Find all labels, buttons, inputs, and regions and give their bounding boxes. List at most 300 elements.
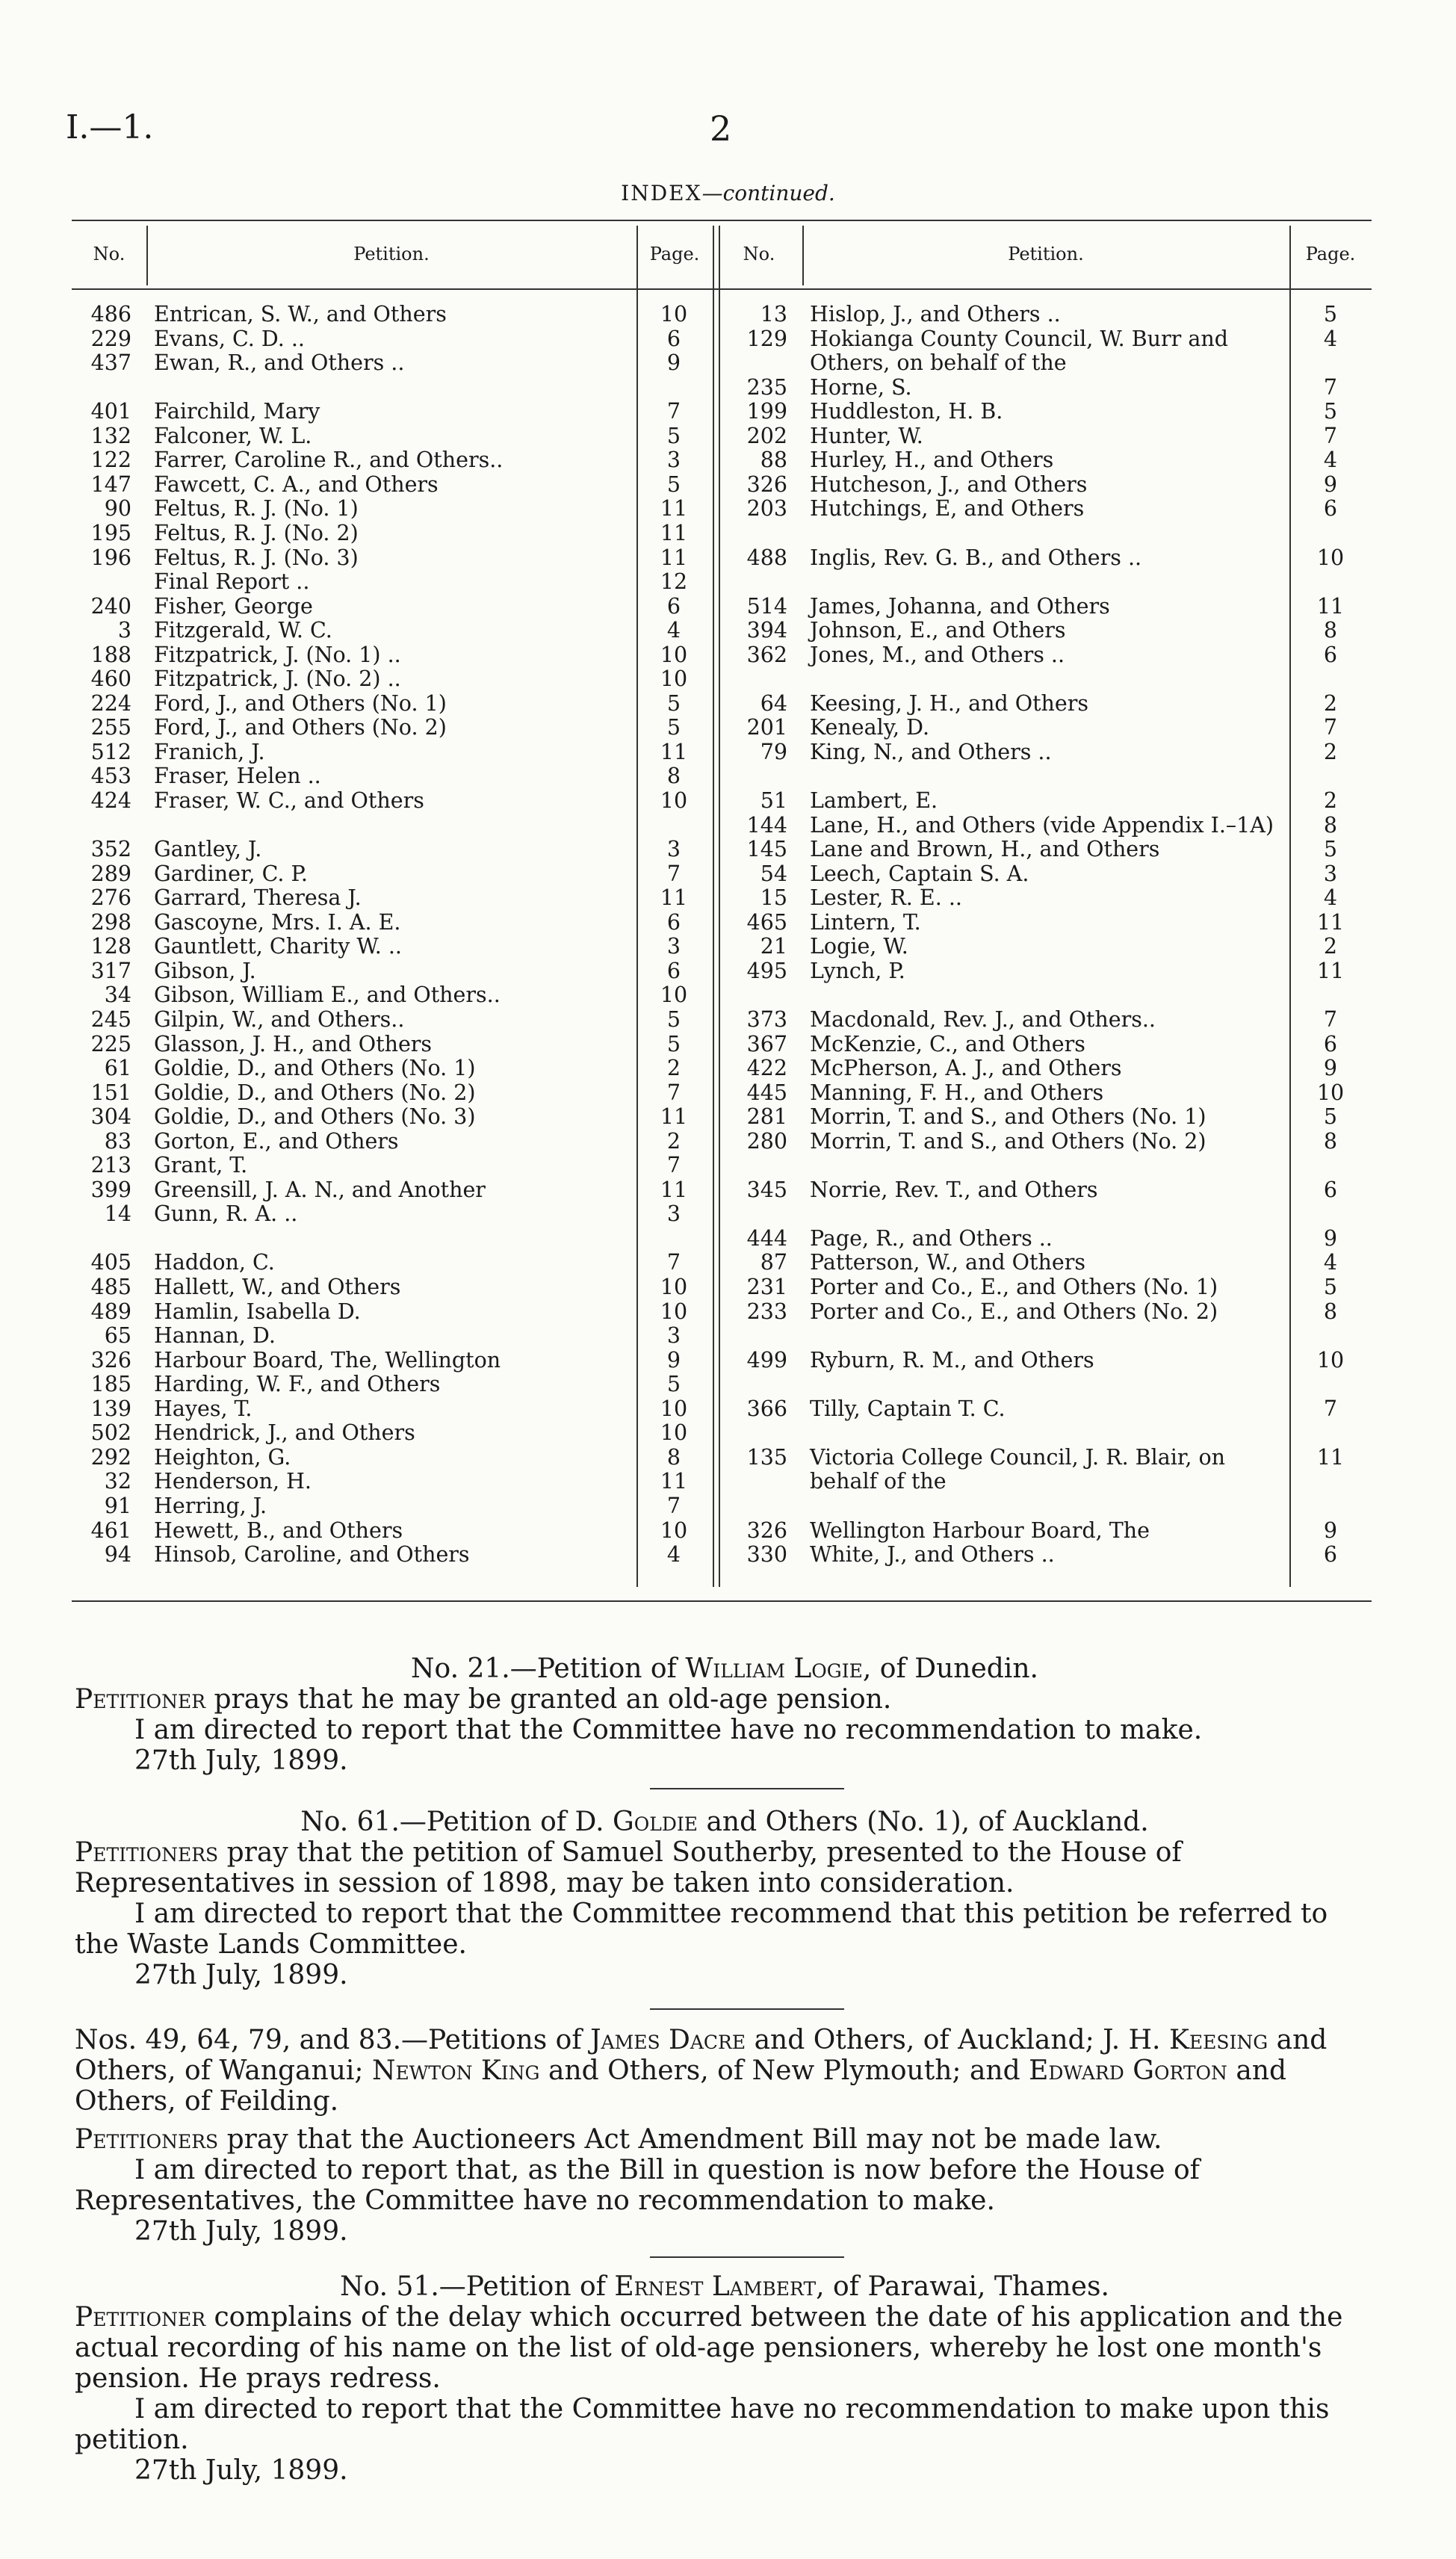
index-page: 11	[1316, 909, 1345, 935]
index-row	[72, 910, 1372, 935]
index-petition: Lynch, P.	[810, 958, 905, 983]
index-petition: Feltus, R. J. (No. 2)	[154, 520, 359, 545]
section-date: 27th July, 1899.	[134, 1960, 348, 1990]
index-petition: Morrin, T. and S., and Others (No. 2)	[810, 1128, 1206, 1154]
index-row	[72, 594, 1372, 619]
index-petition: Heighton, G.	[154, 1444, 291, 1470]
index-page: 4	[666, 618, 681, 643]
index-number: 3	[117, 618, 131, 643]
index-page: 9	[666, 350, 681, 376]
index-page: 5	[1323, 1104, 1338, 1130]
index-petition: Feltus, R. J. (No. 1)	[154, 496, 359, 522]
index-petition: Greensill, J. A. N., and Another	[154, 1177, 486, 1202]
index-petition: Hislop, J., and Others ..	[810, 302, 1061, 327]
index-number: 289	[90, 861, 131, 886]
index-petition: Hutchings, E, and Others	[810, 496, 1085, 522]
index-page: 8	[1323, 1128, 1338, 1154]
index-page: 7	[666, 861, 681, 886]
index-page: 6	[666, 326, 681, 351]
index-title: INDEX—continued.	[621, 181, 835, 205]
section-lead: Petitioners pray that the Auctioneers Act Amendment Bill may not be made law.	[75, 2124, 1162, 2155]
index-petition: Harbour Board, The, Wellington	[154, 1347, 501, 1373]
index-table	[72, 220, 1372, 1602]
col-header-no: No.	[93, 244, 126, 264]
index-row	[72, 1396, 1372, 1421]
index-petition: Porter and Co., E., and Others (No. 2)	[810, 1299, 1218, 1324]
section-lead: Petitioner prays that he may be granted an old-age pension.	[75, 1684, 892, 1715]
index-petition: Grant, T.	[154, 1153, 248, 1178]
index-row	[72, 715, 1372, 740]
index-row	[72, 618, 1372, 643]
index-petition: Morrin, T. and S., and Others (No. 1)	[810, 1104, 1206, 1130]
index-petition: Fitzpatrick, J. (No. 1) ..	[154, 642, 401, 667]
index-row	[72, 934, 1372, 959]
index-page: 10	[660, 1517, 688, 1543]
index-number: 366	[746, 1396, 787, 1421]
section-date: 27th July, 1899.	[134, 2216, 348, 2247]
index-number: 304	[90, 1104, 131, 1130]
index-number: 224	[90, 690, 131, 716]
index-number: 489	[90, 1299, 131, 1324]
index-petition: Gauntlett, Charity W. ..	[154, 934, 402, 959]
index-page: 11	[660, 1104, 688, 1130]
index-row	[72, 375, 1372, 400]
index-row	[72, 813, 1372, 838]
index-petition: Gibson, William E., and Others..	[154, 983, 501, 1008]
index-page: 8	[1323, 618, 1338, 643]
index-petition: Fraser, W. C., and Others	[154, 788, 424, 813]
index-petition: Ewan, R., and Others ..	[154, 350, 405, 376]
index-petition: Manning, F. H., and Others	[810, 1080, 1104, 1105]
index-page: 2	[1323, 690, 1338, 716]
index-number: 13	[760, 302, 787, 327]
index-petition: Fraser, Helen ..	[154, 764, 321, 789]
index-row	[72, 569, 1372, 594]
index-petition: Gunn, R. A. ..	[154, 1201, 298, 1227]
index-page: 9	[1323, 1517, 1338, 1543]
index-number: 499	[746, 1347, 787, 1373]
index-page: 9	[666, 1347, 681, 1373]
index-number: 132	[90, 423, 131, 448]
index-petition: Hokianga County Council, W. Burr and	[810, 326, 1228, 351]
index-petition: Macdonald, Rev. J., and Others..	[810, 1006, 1156, 1032]
index-number: 144	[746, 812, 787, 838]
index-number: 326	[90, 1347, 131, 1373]
index-number: 231	[746, 1275, 787, 1299]
index-page: 6	[666, 958, 681, 983]
index-row	[72, 302, 1372, 327]
index-number: 367	[746, 1031, 787, 1056]
index-number: 145	[746, 837, 787, 862]
index-number: 199	[746, 399, 787, 424]
index-petition: Leech, Captain S. A.	[810, 861, 1029, 886]
index-row	[72, 1056, 1372, 1080]
petition-section-61	[75, 1807, 1375, 1990]
index-number: 196	[90, 545, 131, 570]
index-page: 7	[1323, 374, 1338, 400]
index-page: 2	[1323, 934, 1338, 959]
index-number: 345	[746, 1177, 787, 1202]
index-petition: Hallett, W., and Others	[154, 1275, 401, 1299]
index-number: 15	[760, 885, 787, 911]
index-number: 128	[90, 934, 131, 959]
page-number: 2	[710, 108, 732, 149]
index-page: 10	[1316, 545, 1345, 570]
index-number: 34	[104, 983, 131, 1008]
index-row	[72, 399, 1372, 424]
index-page: 8	[666, 764, 681, 789]
section-report: I am directed to report that, as the Bill in question is now before the House of Representatives, the Committee have no recommendation to make.	[75, 2155, 1200, 2216]
index-page: 3	[666, 1201, 681, 1227]
index-row	[72, 1542, 1372, 1567]
index-row	[72, 327, 1372, 351]
index-petition: Goldie, D., and Others (No. 2)	[154, 1080, 476, 1105]
index-petition: McKenzie, C., and Others	[810, 1031, 1085, 1056]
index-number: 87	[760, 1250, 787, 1275]
index-number: 14	[104, 1201, 131, 1227]
index-petition: Gantley, J.	[154, 837, 262, 862]
index-petition: Hendrick, J., and Others	[154, 1420, 415, 1446]
index-number: 21	[760, 934, 787, 959]
index-page: 4	[1323, 326, 1338, 351]
index-page: 11	[660, 1469, 688, 1494]
index-number: 64	[760, 690, 787, 716]
col-header-petition-right: Petition.	[1008, 244, 1084, 264]
index-petition: Gilpin, W., and Others..	[154, 1006, 405, 1032]
index-page: 5	[666, 1372, 681, 1397]
index-number: 229	[90, 326, 131, 351]
index-number: 147	[90, 471, 131, 497]
index-petition: Keesing, J. H., and Others	[810, 690, 1089, 716]
section-title: No. 21.—Petition of William Logie, of Dunedin.	[411, 1653, 1038, 1684]
index-page: 3	[666, 1323, 681, 1349]
index-page: 11	[1316, 958, 1345, 983]
index-number: 188	[90, 642, 131, 667]
index-number: 485	[90, 1275, 131, 1299]
index-number: 298	[90, 909, 131, 935]
index-page: 5	[1323, 399, 1338, 424]
index-petition: Hunter, W.	[810, 423, 923, 448]
index-page: 6	[666, 909, 681, 935]
index-row	[72, 1032, 1372, 1056]
col-header-page-right: Page.	[1305, 244, 1356, 264]
index-petition: Norrie, Rev. T., and Others	[810, 1177, 1098, 1202]
index-petition: Goldie, D., and Others (No. 1)	[154, 1056, 476, 1081]
index-number: 201	[746, 715, 787, 740]
index-petition: behalf of the	[810, 1469, 947, 1494]
index-page: 10	[660, 788, 688, 813]
index-page: 3	[666, 837, 681, 862]
index-page: 6	[1323, 496, 1338, 522]
index-page: 11	[660, 496, 688, 522]
index-page: 7	[1323, 1396, 1338, 1421]
index-page: 11	[660, 545, 688, 570]
section-title: No. 51.—Petition of Ernest Lambert, of Parawai, Thames.	[340, 2271, 1109, 2302]
index-number: 399	[90, 1177, 131, 1202]
index-row	[72, 1323, 1372, 1348]
index-row	[72, 1518, 1372, 1543]
index-page: 10	[660, 302, 688, 327]
index-page: 8	[1323, 812, 1338, 838]
petition-section-49-64-79-83	[75, 2025, 1375, 2247]
index-page: 4	[1323, 1250, 1338, 1275]
index-petition: Victoria College Council, J. R. Blair, on	[810, 1444, 1225, 1470]
index-number: 460	[90, 666, 131, 692]
index-petition: Franich, J.	[154, 739, 265, 764]
index-page: 11	[660, 1177, 688, 1202]
index-petition: Gibson, J.	[154, 958, 256, 983]
index-petition: Final Report ..	[154, 569, 310, 595]
index-page: 7	[666, 1153, 681, 1178]
index-number: 94	[104, 1542, 131, 1568]
index-page: 11	[1316, 1444, 1345, 1470]
col-header-no-right: No.	[743, 244, 775, 264]
section-lead: Petitioners pray that the petition of Samuel Southerby, presented to the House of Representatives in session of 1898, may be taken into consideration.	[75, 1837, 1182, 1899]
index-number: 90	[104, 496, 131, 522]
index-page: 2	[1323, 739, 1338, 764]
index-page: 7	[666, 1250, 681, 1275]
index-page: 7	[1323, 1006, 1338, 1032]
index-page: 3	[666, 934, 681, 959]
index-number: 445	[746, 1080, 787, 1105]
index-row	[72, 1129, 1372, 1154]
index-row	[72, 1080, 1372, 1105]
index-page: 10	[1316, 1347, 1345, 1373]
index-row	[72, 1226, 1372, 1251]
index-row	[72, 1104, 1372, 1129]
index-petition: Ryburn, R. M., and Others	[810, 1347, 1094, 1373]
index-petition: Hutcheson, J., and Others	[810, 471, 1088, 497]
index-number: 276	[90, 885, 131, 911]
index-number: 151	[90, 1080, 131, 1105]
index-page: 10	[660, 1396, 688, 1421]
index-petition: Jones, M., and Others ..	[810, 642, 1065, 667]
index-row	[72, 1445, 1372, 1470]
index-number: 453	[90, 764, 131, 789]
index-petition: Gorton, E., and Others	[154, 1128, 399, 1154]
index-number: 444	[746, 1225, 787, 1251]
section-report: I am directed to report that the Committee have no recommendation to make.	[134, 1715, 1203, 1745]
index-page: 3	[1323, 861, 1338, 886]
index-petition: Farrer, Caroline R., and Others..	[154, 448, 504, 473]
index-petition: Hayes, T.	[154, 1396, 253, 1421]
col-header-page: Page.	[649, 244, 700, 264]
index-number: 135	[746, 1444, 787, 1470]
index-page: 6	[1323, 1177, 1338, 1202]
index-petition: White, J., and Others ..	[810, 1542, 1055, 1568]
index-number: 65	[104, 1323, 131, 1349]
index-petition: Logie, W.	[810, 934, 908, 959]
index-number: 83	[104, 1128, 131, 1154]
index-row	[72, 1469, 1372, 1494]
index-page: 6	[1323, 1542, 1338, 1568]
index-number: 486	[90, 302, 131, 327]
index-petition: Hannan, D.	[154, 1323, 276, 1349]
index-page: 9	[1323, 471, 1338, 497]
index-row	[72, 1494, 1372, 1518]
index-row	[72, 666, 1372, 691]
index-petition: Fitzpatrick, J. (No. 2) ..	[154, 666, 401, 692]
index-page: 10	[660, 666, 688, 692]
index-row	[72, 496, 1372, 521]
index-petition: Garrard, Theresa J.	[154, 885, 362, 911]
index-row	[72, 885, 1372, 910]
index-page: 5	[1323, 1275, 1338, 1299]
index-page: 4	[666, 1542, 681, 1568]
index-page: 5	[666, 715, 681, 740]
index-number: 292	[90, 1444, 131, 1470]
index-row	[72, 521, 1372, 545]
index-number: 488	[746, 545, 787, 570]
index-petition: Horne, S.	[810, 374, 912, 400]
index-row	[72, 1372, 1372, 1396]
petition-section-21	[75, 1653, 1375, 1776]
index-number: 32	[104, 1469, 131, 1494]
index-number: 79	[760, 739, 787, 764]
index-petition: Tilly, Captain T. C.	[810, 1396, 1006, 1421]
index-page: 4	[1323, 448, 1338, 473]
index-page: 5	[666, 471, 681, 497]
index-number: 352	[90, 837, 131, 862]
index-petition: Porter and Co., E., and Others (No. 1)	[810, 1275, 1218, 1299]
index-petition: Huddleston, H. B.	[810, 399, 1003, 424]
section-date: 27th July, 1899.	[134, 1745, 348, 1776]
index-petition: Harding, W. F., and Others	[154, 1372, 441, 1397]
index-page: 7	[1323, 715, 1338, 740]
index-page: 12	[660, 569, 688, 595]
index-petition: Lambert, E.	[810, 788, 938, 813]
index-number: 129	[746, 326, 787, 351]
index-row	[72, 983, 1372, 1007]
index-page: 11	[660, 739, 688, 764]
index-row	[72, 959, 1372, 983]
index-row	[72, 837, 1372, 861]
index-page: 5	[666, 690, 681, 716]
index-page: 5	[666, 1031, 681, 1056]
index-page: 8	[666, 1444, 681, 1470]
index-page: 9	[1323, 1056, 1338, 1081]
index-number: 233	[746, 1299, 787, 1324]
section-date: 27th July, 1899.	[134, 2455, 348, 2486]
index-petition: Goldie, D., and Others (No. 3)	[154, 1104, 476, 1130]
document-reference: I.—1.	[66, 108, 154, 146]
index-row	[72, 1201, 1372, 1226]
index-row	[72, 1153, 1372, 1178]
index-number: 373	[746, 1006, 787, 1032]
section-report: I am directed to report that the Committee have no recommendation to make upon this petition.	[75, 2394, 1330, 2455]
section-report: I am directed to report that the Committee recommend that this petition be referred to the Waste Lands Committee.	[75, 1899, 1328, 1960]
index-number: 122	[90, 448, 131, 473]
petition-section-51	[75, 2271, 1375, 2486]
index-petition: Wellington Harbour Board, The	[810, 1517, 1150, 1543]
index-petition: Fitzgerald, W. C.	[154, 618, 332, 643]
index-number: 405	[90, 1250, 131, 1275]
index-petition: Johnson, E., and Others	[810, 618, 1066, 643]
index-number: 245	[90, 1006, 131, 1032]
index-number: 502	[90, 1420, 131, 1446]
index-page: 5	[666, 423, 681, 448]
index-number: 51	[760, 788, 787, 813]
index-page: 11	[660, 520, 688, 545]
index-row	[72, 740, 1372, 764]
index-number: 225	[90, 1031, 131, 1056]
index-page: 7	[1323, 423, 1338, 448]
index-row	[72, 350, 1372, 375]
col-header-petition: Petition.	[353, 244, 430, 264]
index-petition: Henderson, H.	[154, 1469, 312, 1494]
index-number: 240	[90, 593, 131, 619]
index-number: 514	[746, 593, 787, 619]
index-page: 8	[1323, 1299, 1338, 1324]
index-number: 495	[746, 958, 787, 983]
index-number: 185	[90, 1372, 131, 1397]
index-page: 3	[666, 448, 681, 473]
index-number: 235	[746, 374, 787, 400]
index-petition: Falconer, W. L.	[154, 423, 312, 448]
index-petition: Ford, J., and Others (No. 2)	[154, 715, 447, 740]
index-petition: Lintern, T.	[810, 909, 921, 935]
index-page: 7	[666, 1080, 681, 1105]
index-page: 2	[1323, 788, 1338, 813]
index-page: 5	[1323, 302, 1338, 327]
section-title: Nos. 49, 64, 79, and 83.—Petitions of James Dacre and Others, of Auckland; J. H. Keesing and Others, of Wanganui; Newton King and Others, of New Plymouth; and Edward Gorton and Others, of Feilding.	[75, 2025, 1328, 2117]
index-page: 10	[660, 1420, 688, 1446]
index-page: 10	[660, 1275, 688, 1299]
index-petition: Haddon, C.	[154, 1250, 275, 1275]
index-row	[72, 1250, 1372, 1275]
index-number: 281	[746, 1104, 787, 1130]
index-number: 91	[104, 1493, 131, 1518]
index-row	[72, 1007, 1372, 1032]
index-petition: Fisher, George	[154, 593, 313, 619]
index-page: 11	[660, 885, 688, 911]
index-petition: Herring, J.	[154, 1493, 267, 1518]
index-number: 317	[90, 958, 131, 983]
index-row	[72, 1420, 1372, 1445]
index-number: 255	[90, 715, 131, 740]
index-row	[72, 643, 1372, 667]
index-petition: McPherson, A. J., and Others	[810, 1056, 1122, 1081]
index-number: 330	[746, 1542, 787, 1568]
index-number: 401	[90, 399, 131, 424]
index-number: 326	[746, 1517, 787, 1543]
index-petition: Hamlin, Isabella D.	[154, 1299, 361, 1324]
index-number: 213	[90, 1153, 131, 1178]
index-row	[72, 1178, 1372, 1202]
index-petition: Fawcett, C. A., and Others	[154, 471, 439, 497]
index-petition: Lane and Brown, H., and Others	[810, 837, 1160, 862]
index-page: 10	[660, 642, 688, 667]
index-page: 4	[1323, 885, 1338, 911]
index-number: 139	[90, 1396, 131, 1421]
index-row	[72, 764, 1372, 788]
index-petition: Glasson, J. H., and Others	[154, 1031, 433, 1056]
index-page: 2	[666, 1128, 681, 1154]
index-number: 202	[746, 423, 787, 448]
index-petition: Evans, C. D. ..	[154, 326, 305, 351]
index-number: 362	[746, 642, 787, 667]
index-number: 203	[746, 496, 787, 522]
index-petition: Page, R., and Others ..	[810, 1225, 1053, 1251]
index-row	[72, 691, 1372, 716]
index-page: 6	[1323, 642, 1338, 667]
index-number: 326	[746, 471, 787, 497]
index-row	[72, 1348, 1372, 1373]
index-page: 9	[1323, 1225, 1338, 1251]
index-petition: James, Johanna, and Others	[810, 593, 1110, 619]
index-number: 461	[90, 1517, 131, 1543]
index-petition: Lane, H., and Others (vide Appendix I.–1A)	[810, 812, 1274, 838]
